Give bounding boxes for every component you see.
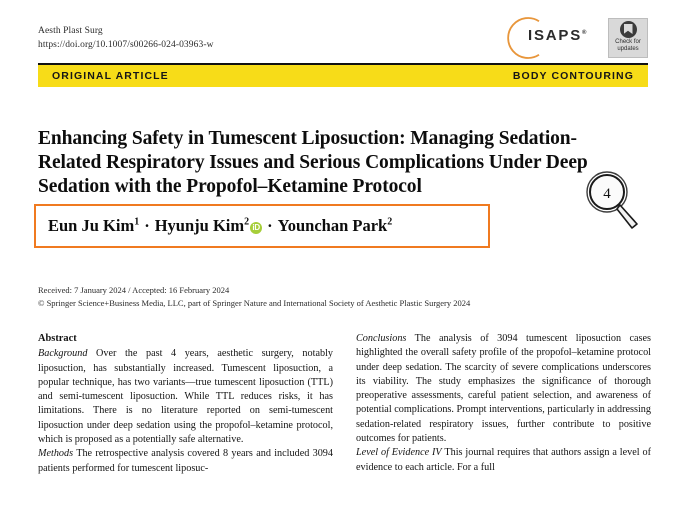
article-category-label: BODY CONTOURING [512,70,634,82]
annotation-number: 4 [603,186,611,202]
author-separator-2: · [267,216,273,235]
magnifier-icon [582,168,648,234]
journal-identifier [38,24,214,52]
section-band [38,65,648,87]
author-2[interactable]: Hyunju Kim$^2$ [154,216,250,235]
publication-info [38,284,638,309]
abstract-column-left [38,332,333,507]
abstract-heading: Abstract [38,333,77,344]
author-separator-1: · [144,216,150,235]
author-list-annotation-box [34,204,490,248]
isaps-logo [502,14,598,62]
section-text-conclusions: The analysis of 3094 tumescent liposuction cases highlighted the overall safety profile of the propofol–ketamine protocol under deep sedation. The scarcity of severe complications underscores its viability. The study emphasizes the significance of thorough preoperative assessments, careful patient selection, and awareness of potential complications. Prompt interventions, particularly in addressing sedation-related respiratory issues, further contribute to positive outcomes for patients. [356,333,651,445]
check-updates-line1: Check for [615,39,641,45]
check-updates-label [615,39,641,52]
isaps-wordmark: ISAPS® [528,27,587,44]
section-label-conclusions: Conclusions [356,333,407,344]
abstract-section-methods [38,447,333,476]
section-text-methods: The retrospective analysis covered 8 years and included 3094 patients performed for tumescent liposuc- [38,448,333,474]
section-text-background: Over the past 4 years, aesthetic surgery, notably liposuction, has substantially increased. Tumescent liposuction, a popular technique, has two variants—true tumescent liposuction (TTL) and semi-tumescent liposuction. While TTL reduces risks, it has limitations. There is no literature reported on semi-tumescent liposuction under deep sedation using the propofol–ketamine protocol, which is proposed as a potentially safe alternative. [38,348,333,446]
doi-link[interactable]: https://doi.org/10.1007/s00266-024-03963-w [38,40,214,50]
masthead [38,24,648,64]
journal-name: Aesth Plast Surg [38,26,103,36]
registered-mark: ® [582,30,587,36]
received-accepted-dates: Received: 7 January 2024 / Accepted: 16 February 2024 [38,285,230,295]
author-3[interactable]: Younchan Park$^2$ [277,216,393,235]
author-1-affiliation: 1 [134,216,140,228]
abstract-section-conclusions [356,332,651,446]
crossmark-icon [620,21,637,38]
orcid-id-icon[interactable]: iD [250,222,262,234]
check-for-updates-badge[interactable] [608,18,648,58]
abstract-columns [38,332,651,507]
section-label-methods: Methods [38,448,74,460]
section-label-level-of-evidence: Level of Evidence IV [356,447,442,459]
check-updates-line2: updates [617,45,639,52]
author-1[interactable]: Eun Ju Kim$^1$ [48,216,140,235]
author-2-affiliation: 2 [244,216,250,228]
article-type-label: ORIGINAL ARTICLE [52,70,169,82]
abstract-section-background [38,347,333,447]
abstract-column-right [356,332,651,507]
section-text-level-of-evidence: This journal requires that authors assign a level of evidence to each article. For a full [356,447,651,473]
copyright-line: © Springer Science+Business Media, LLC, part of Springer Nature and International Society of Aesthetic Plastic Surgery 2024 [38,297,471,308]
author-list [48,216,392,236]
section-label-background: Background [38,348,88,360]
brand-block [502,14,648,62]
abstract-section-level-of-evidence [356,446,651,475]
author-3-affiliation: 2 [387,216,393,228]
page-title: Enhancing Safety in Tumescent Liposuction: Managing Sedation-Related Respiratory Issues and Serious Complications Under Deep Sedation with the Propofol–Ketamine Protocol [38,128,588,198]
